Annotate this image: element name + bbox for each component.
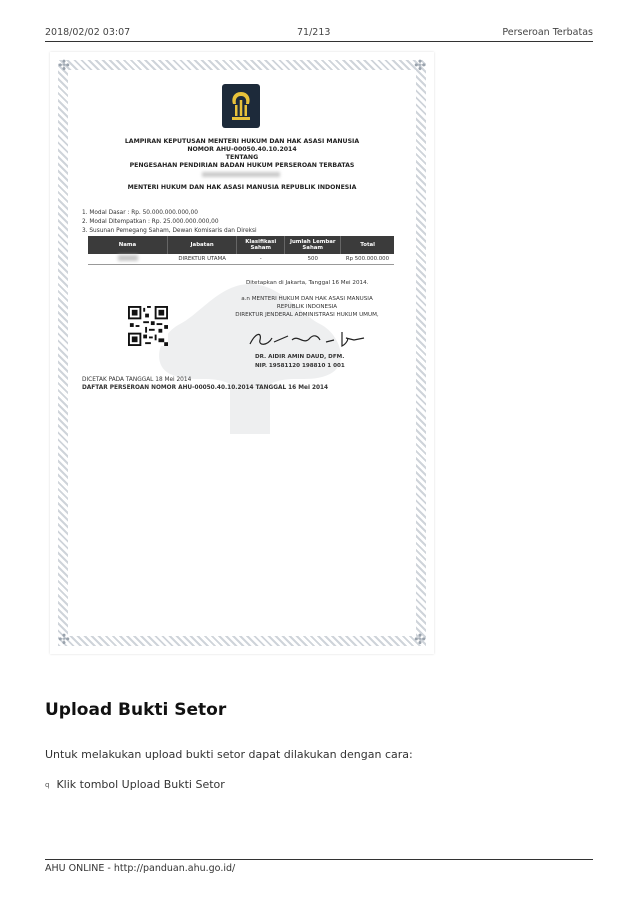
corner-ornament-icon: ✣ — [58, 632, 70, 648]
col-header: Total — [341, 236, 394, 254]
cell-classification: - — [237, 254, 285, 265]
header-page-number: 71/213 — [297, 27, 331, 38]
header-timestamp: 2018/02/02 03:07 — [45, 27, 131, 38]
col-header: Nama — [88, 236, 167, 254]
sign-line-3: DIREKTUR JENDERAL ADMINISTRASI HUKUM UMUM, — [235, 312, 379, 318]
page-footer: AHU ONLINE - http://panduan.ahu.go.id/ — [45, 859, 593, 874]
cell-shares: 500 — [285, 254, 341, 265]
signer-nip: NIP. 19581120 198810 1 001 — [255, 363, 345, 369]
signer-name: DR. AIDIR AMIN DAUD, DFM. — [255, 354, 345, 360]
section-intro: Untuk melakukan upload bukti setor dapat dilakukan dengan cara: — [45, 748, 413, 761]
col-header: Jumlah Lembar Saham — [285, 236, 341, 254]
cell-name — [88, 254, 167, 265]
cell-total: Rp 500.000.000 — [341, 254, 394, 265]
qr-code-icon — [128, 306, 168, 346]
section-heading: Upload Bukti Setor — [45, 700, 227, 720]
bullet-marker-icon: q — [45, 781, 50, 789]
cert-title-1: LAMPIRAN KEPUTUSAN MENTERI HUKUM DAN HAK ASASI MANUSIA — [124, 138, 360, 145]
cert-title-5: MENTERI HUKUM DAN HAK ASASI MANUSIA REPUBLIK INDONESIA — [127, 184, 357, 191]
signature — [246, 326, 370, 352]
cert-title-2: NOMOR AHU-00050.40.10.2014 — [187, 146, 297, 153]
cert-title-4: PENGESAHAN PENDIRIAN BADAN HUKUM PERSEROAN TERBATAS — [129, 162, 355, 169]
redacted-company-name — [202, 172, 280, 177]
cert-item-3: 3. Susunan Pemegang Saham, Dewan Komisaris dan Direksi — [82, 228, 257, 234]
registry-number: DAFTAR PERSEROAN NOMOR AHU-00050.40.10.2014 TANGGAL 16 Mei 2014 — [82, 385, 329, 391]
page-header — [45, 27, 593, 42]
certificate-image — [50, 52, 434, 654]
header-title: Perseroan Terbatas — [502, 27, 593, 38]
place-date: Ditetapkan di Jakarta, Tanggal 16 Mei 2014. — [246, 280, 369, 286]
cert-item-2: 2. Modal Ditempatkan : Rp. 25.000.000.000,00 — [82, 219, 219, 225]
corner-ornament-icon: ✣ — [414, 58, 426, 74]
cert-title-3: TENTANG — [225, 154, 259, 161]
table-row — [88, 254, 394, 265]
col-header: Klasifikasi Saham — [237, 236, 285, 254]
col-header: Jabatan — [167, 236, 236, 254]
list-item — [45, 778, 225, 791]
corner-ornament-icon: ✣ — [58, 58, 70, 74]
shareholder-table — [88, 236, 394, 265]
bullet-text: Klik tombol Upload Bukti Setor — [56, 778, 225, 791]
sign-line-1: a.n MENTERI HUKUM DAN HAK ASASI MANUSIA — [241, 296, 373, 302]
cell-position: DIREKTUR UTAMA — [167, 254, 236, 265]
sign-line-2: REPUBLIK INDONESIA — [276, 304, 338, 310]
ministry-logo-icon — [222, 84, 260, 128]
redacted-name — [118, 255, 138, 261]
table-header-row — [88, 236, 394, 254]
cert-item-1: 1. Modal Dasar : Rp. 50.000.000.000,00 — [82, 210, 198, 216]
printed-date: DICETAK PADA TANGGAL 18 Mei 2014 — [82, 377, 192, 383]
corner-ornament-icon: ✣ — [414, 632, 426, 648]
